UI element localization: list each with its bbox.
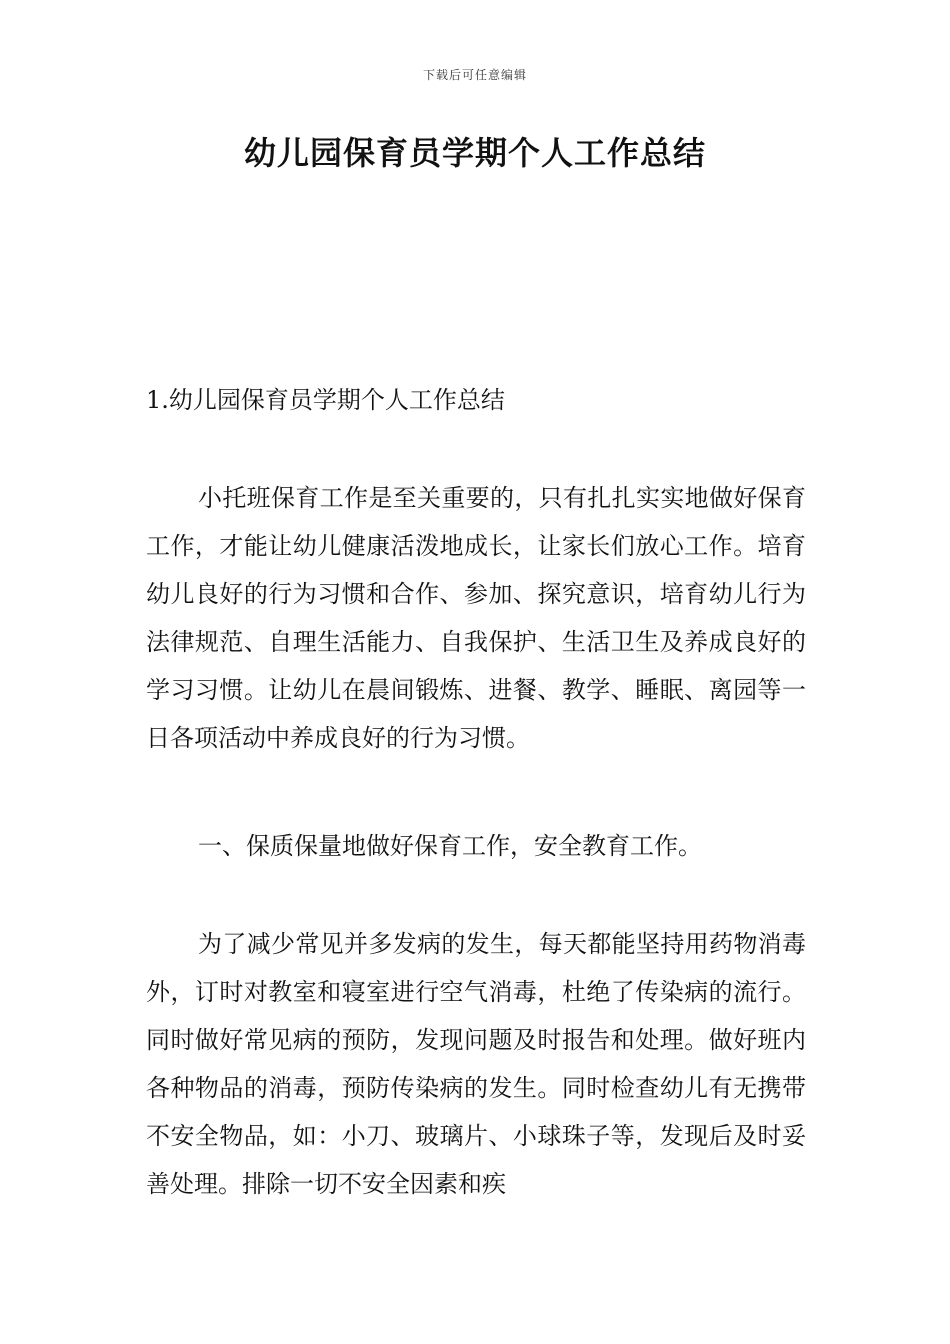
paragraph-subheading: 一、保质保量地做好保育工作，安全教育工作。 (198, 832, 702, 860)
paragraph-intro: 小托班保育工作是至关重要的，只有扎扎实实地做好保育工作，才能让幼儿健康活泼地成长，让家长们放心工作。培育幼儿良好的行为习惯和合作、参加、探究意识，培育幼儿行为法律规范、自理生活能力、自我保护、生活卫生及养成良好的学习习惯。让幼儿在晨间锻炼、进餐、教学、睡眠、离园等一日各项活动中养成良好的行为习惯。 (146, 484, 806, 752)
header-note: 下载后可任意编辑 (422, 68, 527, 82)
paragraph-hygiene: 为了减少常见并多发病的发生，每天都能坚持用药物消毒外，订时对教室和寝室进行空气消毒，杜绝了传染病的流行。同时做好常见病的预防，发现问题及时报告和处理。做好班内各种物品的消毒，预防传染病的发生。同时检查幼儿有无携带不安全物品，如：小刀、玻璃片、小球珠子等，发现后及时妥善处理。排除一切不安全因素和疾 (146, 930, 806, 1198)
document-title: 幼儿园保育员学期个人工作总结 (243, 134, 706, 172)
section-heading: 1.幼儿园保育员学期个人工作总结 (146, 386, 505, 414)
